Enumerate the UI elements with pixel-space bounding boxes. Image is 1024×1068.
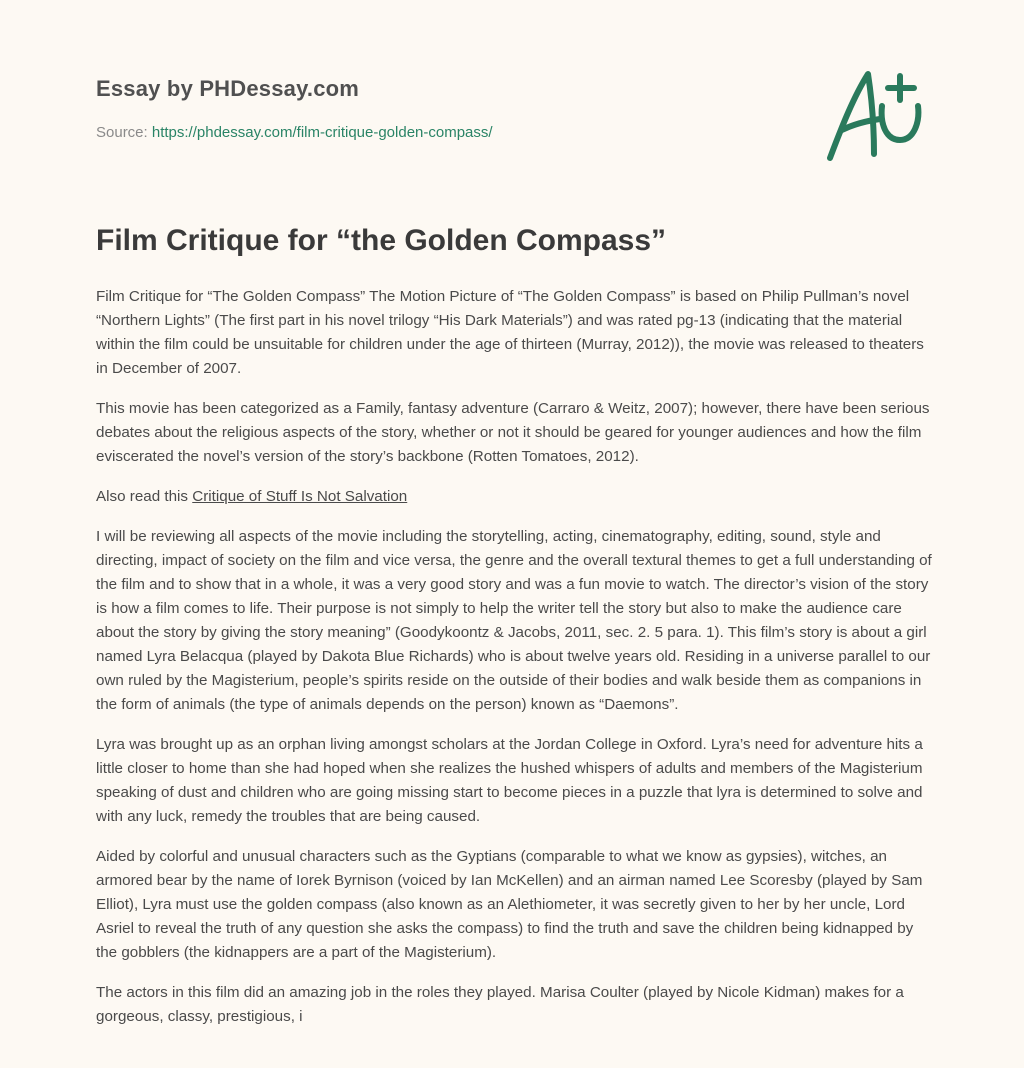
paragraph: This movie has been categorized as a Family, fantasy adventure (Carraro & Weitz, 2007); however, there have been serious debates about the religious aspects of the story, whether or not it should be geared for younger audiences and how the film eviscerated the novel’s version of the story’s backbone (Rotten Tomatoes, 2012). bbox=[96, 400, 930, 465]
paragraph: Film Critique for “The Golden Compass” The Motion Picture of “The Golden Compass” is based on Philip Pullman’s novel “Northern Lights” (The first part in his novel trilogy “His Dark Materials”) and was rated pg-13 (indicating that the material within the film could be unsuitable for children under the age of thirteen (Murray, 2012)), the movie was released to theaters in December of 2007. bbox=[96, 288, 924, 377]
paragraph: I will be reviewing all aspects of the movie including the storytelling, acting, cinematography, editing, sound, style and directing, impact of society on the film and vice versa, the genre and the overall textural themes to get a full understanding of the film and to show that in a whole, it was a very good story and was a fun movie to watch. The director’s vision of the story is how a film comes to life. Their purpose is not simply to help the writer tell the story but also to make the audience care about the story by giving the story meaning” (Goodykoontz & Jacobs, 2011, sec. 2. 5 para. 1). This film’s story is about a girl named Lyra Belacqua (played by Dakota Blue Richards) who is about twelve years old. Residing in a universe parallel to our own ruled by the Magisterium, people’s spirits reside on the outside of their bodies and walk beside them as companions in the form of animals (the type of animals depends on the person) known as “Daemons”. bbox=[96, 528, 932, 713]
source-line bbox=[96, 124, 493, 141]
source-link[interactable]: https://phdessay.com/film-critique-golden-compass/ bbox=[151, 124, 493, 141]
paragraph: Lyra was brought up as an orphan living amongst scholars at the Jordan College in Oxford. Lyra’s need for adventure hits a little closer to home than she had hoped when she realizes the hushed whispers of adults and members of the Magisterium speaking of dust and children who are going missing start to become pieces in a puzzle that lyra is determined to solve and with any luck, remedy the troubles that are being caused. bbox=[96, 736, 923, 825]
related-article-link[interactable]: Critique of Stuff Is Not Salvation bbox=[192, 488, 408, 505]
paragraph: Aided by colorful and unusual characters such as the Gyptians (comparable to what we know as gypsies), witches, an armored bear by the name of Iorek Byrnison (voiced by Ian McKellen) and an airman named Lee Scoresby (played by Sam Elliot), Lyra must use the golden compass (also known as an Alethiometer, it was secretly given to her by her uncle, Lord Asriel to reveal the truth of any question she asks the compass) to find the truth and save the children being kidnapped by the gobblers (the kidnappers are a part of the Magisterium). bbox=[96, 848, 923, 961]
related-article bbox=[96, 485, 936, 509]
essay-body bbox=[96, 285, 936, 1045]
document-title: Film Critique for “the Golden Compass” bbox=[96, 224, 667, 257]
source-label: Source: bbox=[96, 124, 148, 141]
related-prefix: Also read this bbox=[96, 488, 189, 505]
a-plus-logo-icon bbox=[820, 66, 930, 166]
site-title: Essay by PHDessay.com bbox=[96, 76, 360, 101]
paragraph: The actors in this film did an amazing job in the roles they played. Marisa Coulter (played by Nicole Kidman) makes for a gorgeous, classy, prestigious, i bbox=[96, 984, 904, 1025]
